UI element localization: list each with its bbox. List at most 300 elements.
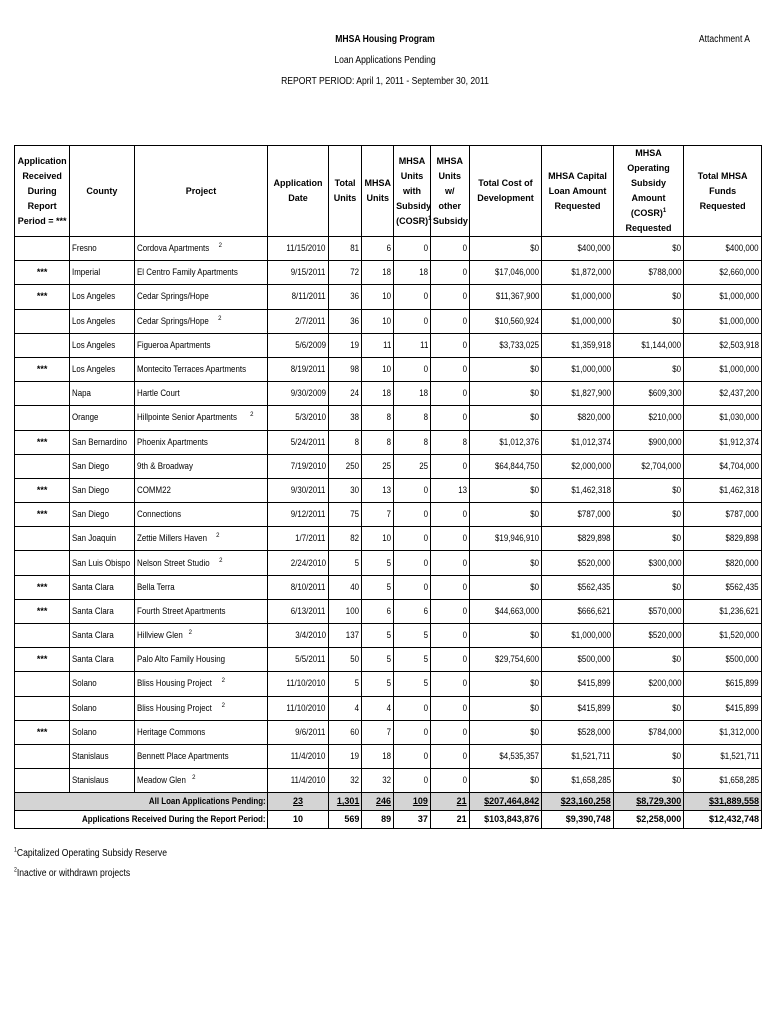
total-cost-cell: $0: [469, 382, 542, 406]
table-row: [15, 527, 762, 551]
county-cell: Orange: [70, 406, 134, 430]
cosr-units-cell: 0: [394, 720, 431, 744]
other-units-cell: 0: [430, 357, 469, 381]
mhsa-units-cell: 25: [362, 454, 394, 478]
received-cell: [15, 309, 70, 333]
total-funds-cell: $2,437,200: [684, 382, 762, 406]
mhsa-units-cell: 32: [362, 769, 394, 793]
totals-pending-row: [15, 793, 762, 811]
table-row: [15, 769, 762, 793]
mhsa-units-cell: 10: [362, 285, 394, 309]
operating-subsidy-cell: $0: [613, 357, 684, 381]
mhsa-units-cell: 10: [362, 309, 394, 333]
cosr-units-cell: 8: [394, 406, 431, 430]
operating-subsidy-cell: $200,000: [613, 672, 684, 696]
county-cell: San Joaquin: [70, 527, 134, 551]
received-cell: ***: [15, 430, 70, 454]
totals-period-op: $2,258,000: [613, 811, 684, 829]
total-cost-cell: $0: [469, 551, 542, 575]
totals-period-loan: $9,390,748: [542, 811, 614, 829]
received-cell: ***: [15, 720, 70, 744]
table-header-row: [15, 146, 762, 237]
total-cost-cell: $0: [469, 575, 542, 599]
date-cell: 5/3/2010: [268, 406, 328, 430]
total-units-cell: 32: [328, 769, 362, 793]
received-cell: [15, 672, 70, 696]
col-date: Application Date: [268, 146, 328, 237]
total-units-cell: 72: [328, 261, 362, 285]
total-funds-cell: $1,658,285: [684, 769, 762, 793]
total-units-cell: 5: [328, 672, 362, 696]
total-units-cell: 36: [328, 285, 362, 309]
mhsa-units-cell: 6: [362, 237, 394, 261]
received-cell: [15, 382, 70, 406]
date-cell: 1/7/2011: [268, 527, 328, 551]
date-cell: 5/6/2009: [268, 333, 328, 357]
table-row: [15, 648, 762, 672]
received-cell: [15, 624, 70, 648]
cosr-units-cell: 11: [394, 333, 431, 357]
total-cost-cell: $10,560,924: [469, 309, 542, 333]
mhsa-units-cell: 4: [362, 696, 394, 720]
other-units-cell: 0: [430, 720, 469, 744]
operating-subsidy-cell: $0: [613, 237, 684, 261]
county-cell: Santa Clara: [70, 599, 134, 623]
table-row: [15, 309, 762, 333]
col-total-cost: Total Cost of Development: [469, 146, 542, 237]
report-subtitle: Loan Applications Pending: [334, 55, 436, 66]
received-cell: [15, 744, 70, 768]
total-units-cell: 30: [328, 478, 362, 502]
mhsa-units-cell: 10: [362, 357, 394, 381]
county-cell: Los Angeles: [70, 333, 134, 357]
col-total-units: Total Units: [328, 146, 362, 237]
report-period: REPORT PERIOD: April 1, 2011 - September 30, 2011: [281, 76, 489, 87]
county-cell: Solano: [70, 720, 134, 744]
received-cell: ***: [15, 478, 70, 502]
totals-pending-cosr: 109: [394, 793, 431, 811]
date-cell: 11/15/2010: [268, 237, 328, 261]
table-row: [15, 575, 762, 599]
total-cost-cell: $11,367,900: [469, 285, 542, 309]
cosr-units-cell: 0: [394, 503, 431, 527]
other-units-cell: 0: [430, 624, 469, 648]
col-units-subsidy: MHSA Units with Subsidy (COSR)$^1$: [394, 146, 431, 237]
capital-loan-cell: $562,435: [542, 575, 614, 599]
col-mhsa-units: MHSA Units: [362, 146, 394, 237]
total-cost-cell: $29,754,600: [469, 648, 542, 672]
table-row: [15, 237, 762, 261]
capital-loan-cell: $820,000: [542, 406, 614, 430]
capital-loan-cell: $1,658,285: [542, 769, 614, 793]
operating-subsidy-cell: $210,000: [613, 406, 684, 430]
total-funds-cell: $820,000: [684, 551, 762, 575]
cosr-units-cell: 0: [394, 551, 431, 575]
date-cell: 8/11/2011: [268, 285, 328, 309]
cosr-units-cell: 0: [394, 527, 431, 551]
date-cell: 9/15/2011: [268, 261, 328, 285]
totals-pending-count: 23: [268, 793, 328, 811]
project-cell: Cedar Springs/Hope $^2$: [134, 309, 268, 333]
other-units-cell: 0: [430, 672, 469, 696]
received-cell: [15, 454, 70, 478]
totals-period-funds: $12,432,748: [684, 811, 762, 829]
table-row: [15, 624, 762, 648]
table-row: [15, 744, 762, 768]
totals-period-cost: $103,843,876: [469, 811, 542, 829]
county-cell: San Diego: [70, 503, 134, 527]
total-cost-cell: $17,046,000: [469, 261, 542, 285]
received-cell: ***: [15, 503, 70, 527]
county-cell: San Bernardino: [70, 430, 134, 454]
received-cell: ***: [15, 357, 70, 381]
total-units-cell: 250: [328, 454, 362, 478]
col-county: County: [70, 146, 134, 237]
capital-loan-cell: $829,898: [542, 527, 614, 551]
mhsa-units-cell: 8: [362, 406, 394, 430]
total-funds-cell: $1,000,000: [684, 285, 762, 309]
table-row: [15, 696, 762, 720]
footnote-marker: 2: [192, 775, 196, 782]
date-cell: 7/19/2010: [268, 454, 328, 478]
attachment-label: Attachment A: [698, 34, 750, 45]
capital-loan-cell: $1,000,000: [542, 624, 614, 648]
cosr-units-cell: 0: [394, 769, 431, 793]
project-cell: Hartle Court: [134, 382, 268, 406]
project-cell: Cedar Springs/Hope: [134, 285, 268, 309]
total-units-cell: 4: [328, 696, 362, 720]
cosr-units-cell: 0: [394, 575, 431, 599]
operating-subsidy-cell: $0: [613, 309, 684, 333]
county-cell: Los Angeles: [70, 309, 134, 333]
total-funds-cell: $829,898: [684, 527, 762, 551]
total-funds-cell: $415,899: [684, 696, 762, 720]
received-cell: ***: [15, 599, 70, 623]
project-cell: Hillview Glen $^2$: [134, 624, 268, 648]
mhsa-units-cell: 5: [362, 672, 394, 696]
project-cell: Fourth Street Apartments: [134, 599, 268, 623]
total-funds-cell: $1,462,318: [684, 478, 762, 502]
date-cell: 11/10/2010: [268, 672, 328, 696]
cosr-units-cell: 5: [394, 672, 431, 696]
total-funds-cell: $400,000: [684, 237, 762, 261]
other-units-cell: 0: [430, 744, 469, 768]
total-funds-cell: $4,704,000: [684, 454, 762, 478]
operating-subsidy-cell: $0: [613, 696, 684, 720]
total-units-cell: 100: [328, 599, 362, 623]
total-funds-cell: $1,000,000: [684, 309, 762, 333]
received-cell: ***: [15, 261, 70, 285]
capital-loan-cell: $1,000,000: [542, 357, 614, 381]
operating-subsidy-cell: $0: [613, 575, 684, 599]
operating-subsidy-cell: $300,000: [613, 551, 684, 575]
table-row: [15, 672, 762, 696]
capital-loan-cell: $1,359,918: [542, 333, 614, 357]
operating-subsidy-cell: $784,000: [613, 720, 684, 744]
operating-subsidy-cell: $0: [613, 503, 684, 527]
mhsa-units-cell: 10: [362, 527, 394, 551]
total-units-cell: 75: [328, 503, 362, 527]
county-cell: Santa Clara: [70, 575, 134, 599]
total-funds-cell: $1,912,374: [684, 430, 762, 454]
totals-pending-funds: $31,889,558: [684, 793, 762, 811]
project-cell: Bennett Place Apartments: [134, 744, 268, 768]
total-cost-cell: $0: [469, 503, 542, 527]
county-cell: Napa: [70, 382, 134, 406]
cosr-units-cell: 0: [394, 357, 431, 381]
col-project: Project: [134, 146, 268, 237]
mhsa-units-cell: 18: [362, 261, 394, 285]
capital-loan-cell: $1,462,318: [542, 478, 614, 502]
project-cell: Figueroa Apartments: [134, 333, 268, 357]
table-row: [15, 454, 762, 478]
total-units-cell: 38: [328, 406, 362, 430]
total-cost-cell: $0: [469, 769, 542, 793]
table-row: [15, 261, 762, 285]
mhsa-units-cell: 5: [362, 575, 394, 599]
county-cell: San Diego: [70, 454, 134, 478]
project-cell: Nelson Street Studio $^2$: [134, 551, 268, 575]
total-units-cell: 40: [328, 575, 362, 599]
operating-subsidy-cell: $0: [613, 744, 684, 768]
date-cell: 2/7/2011: [268, 309, 328, 333]
received-cell: [15, 333, 70, 357]
footnote-marker: 2: [219, 557, 223, 564]
capital-loan-cell: $1,521,711: [542, 744, 614, 768]
cosr-units-cell: 0: [394, 696, 431, 720]
footnote-marker: 2: [218, 315, 222, 322]
totals-pending-total: 1,301: [328, 793, 362, 811]
date-cell: 9/6/2011: [268, 720, 328, 744]
total-cost-cell: $3,733,025: [469, 333, 542, 357]
total-funds-cell: $500,000: [684, 648, 762, 672]
project-cell: Hillpointe Senior Apartments $^2$: [134, 406, 268, 430]
date-cell: 5/5/2011: [268, 648, 328, 672]
project-cell: Meadow Glen $^2$: [134, 769, 268, 793]
date-cell: 5/24/2011: [268, 430, 328, 454]
capital-loan-cell: $1,872,000: [542, 261, 614, 285]
capital-loan-cell: $1,000,000: [542, 285, 614, 309]
received-cell: ***: [15, 575, 70, 599]
county-cell: Los Angeles: [70, 357, 134, 381]
total-cost-cell: $19,946,910: [469, 527, 542, 551]
other-units-cell: 13: [430, 478, 469, 502]
date-cell: 11/4/2010: [268, 769, 328, 793]
operating-subsidy-cell: $0: [613, 527, 684, 551]
received-cell: [15, 551, 70, 575]
operating-subsidy-cell: $0: [613, 478, 684, 502]
operating-subsidy-cell: $520,000: [613, 624, 684, 648]
col-total-funds: Total MHSA Funds Requested: [684, 146, 762, 237]
total-funds-cell: $2,503,918: [684, 333, 762, 357]
operating-subsidy-cell: $900,000: [613, 430, 684, 454]
mhsa-units-cell: 7: [362, 720, 394, 744]
other-units-cell: 0: [430, 551, 469, 575]
mhsa-units-cell: 18: [362, 382, 394, 406]
other-units-cell: 0: [430, 237, 469, 261]
project-cell: Bliss Housing Project $^2$: [134, 696, 268, 720]
capital-loan-cell: $2,000,000: [542, 454, 614, 478]
date-cell: 6/13/2011: [268, 599, 328, 623]
total-funds-cell: $1,312,000: [684, 720, 762, 744]
total-units-cell: 5: [328, 551, 362, 575]
date-cell: 2/24/2010: [268, 551, 328, 575]
total-cost-cell: $0: [469, 406, 542, 430]
other-units-cell: 0: [430, 454, 469, 478]
county-cell: Solano: [70, 672, 134, 696]
col-received: Application Received During Report Period = ***: [15, 146, 70, 237]
project-cell: Phoenix Apartments: [134, 430, 268, 454]
report-title: MHSA Housing Program: [335, 34, 435, 45]
county-cell: Los Angeles: [70, 285, 134, 309]
total-cost-cell: $0: [469, 696, 542, 720]
mhsa-units-cell: 5: [362, 624, 394, 648]
footnote-marker: 2: [188, 630, 192, 637]
footnote-marker: 2: [216, 533, 220, 540]
project-cell: Connections: [134, 503, 268, 527]
other-units-cell: 0: [430, 285, 469, 309]
cosr-units-cell: 18: [394, 261, 431, 285]
total-cost-cell: $1,012,376: [469, 430, 542, 454]
total-units-cell: 98: [328, 357, 362, 381]
totals-pending-loan: $23,160,258: [542, 793, 614, 811]
capital-loan-cell: $400,000: [542, 237, 614, 261]
capital-loan-cell: $1,012,374: [542, 430, 614, 454]
date-cell: 9/12/2011: [268, 503, 328, 527]
mhsa-units-cell: 13: [362, 478, 394, 502]
project-cell: El Centro Family Apartments: [134, 261, 268, 285]
cosr-units-cell: 5: [394, 648, 431, 672]
date-cell: 8/10/2011: [268, 575, 328, 599]
other-units-cell: 0: [430, 599, 469, 623]
other-units-cell: 0: [430, 769, 469, 793]
mhsa-units-cell: 11: [362, 333, 394, 357]
total-units-cell: 81: [328, 237, 362, 261]
table-row: [15, 430, 762, 454]
totals-period-total: 569: [328, 811, 362, 829]
capital-loan-cell: $666,621: [542, 599, 614, 623]
footnote-marker: 2: [221, 678, 225, 685]
project-cell: Cordova Apartments $^2$: [134, 237, 268, 261]
capital-loan-cell: $528,000: [542, 720, 614, 744]
totals-period-mhsa: 89: [362, 811, 394, 829]
other-units-cell: 0: [430, 333, 469, 357]
footnote-2: $^2$Inactive or withdrawn projects: [14, 867, 131, 879]
totals-period-label: Applications Received During the Report Period:: [15, 811, 268, 829]
capital-loan-cell: $415,899: [542, 672, 614, 696]
total-units-cell: 24: [328, 382, 362, 406]
cosr-units-cell: 0: [394, 478, 431, 502]
county-cell: Imperial: [70, 261, 134, 285]
county-cell: San Diego: [70, 478, 134, 502]
received-cell: [15, 527, 70, 551]
table-body: [15, 237, 762, 793]
total-funds-cell: $1,521,711: [684, 744, 762, 768]
col-units-other: MHSA Units w/ other Subsidy: [430, 146, 469, 237]
totals-period-row: [15, 811, 762, 829]
received-cell: [15, 237, 70, 261]
mhsa-units-cell: 8: [362, 430, 394, 454]
total-funds-cell: $562,435: [684, 575, 762, 599]
table-row: [15, 285, 762, 309]
other-units-cell: 0: [430, 696, 469, 720]
total-units-cell: 8: [328, 430, 362, 454]
operating-subsidy-cell: $0: [613, 285, 684, 309]
table-row: [15, 333, 762, 357]
table-row: [15, 599, 762, 623]
total-funds-cell: $1,236,621: [684, 599, 762, 623]
cosr-units-cell: 0: [394, 285, 431, 309]
capital-loan-cell: $787,000: [542, 503, 614, 527]
capital-loan-cell: $415,899: [542, 696, 614, 720]
totals-period-other: 21: [430, 811, 469, 829]
total-units-cell: 36: [328, 309, 362, 333]
county-cell: Santa Clara: [70, 648, 134, 672]
operating-subsidy-cell: $0: [613, 769, 684, 793]
mhsa-units-cell: 5: [362, 648, 394, 672]
date-cell: 11/4/2010: [268, 744, 328, 768]
footnote-1: $^1$Capitalized Operating Subsidy Reserve: [14, 847, 167, 859]
total-funds-cell: $1,030,000: [684, 406, 762, 430]
project-cell: Bella Terra: [134, 575, 268, 599]
operating-subsidy-cell: $609,300: [613, 382, 684, 406]
total-cost-cell: $0: [469, 720, 542, 744]
county-cell: Fresno: [70, 237, 134, 261]
other-units-cell: 0: [430, 575, 469, 599]
total-funds-cell: $615,899: [684, 672, 762, 696]
total-funds-cell: $2,660,000: [684, 261, 762, 285]
county-cell: Stanislaus: [70, 744, 134, 768]
total-cost-cell: $0: [469, 357, 542, 381]
capital-loan-cell: $1,827,900: [542, 382, 614, 406]
loan-applications-table: [14, 145, 762, 829]
table-row: [15, 720, 762, 744]
cosr-units-cell: 6: [394, 599, 431, 623]
other-units-cell: 0: [430, 309, 469, 333]
county-cell: Stanislaus: [70, 769, 134, 793]
total-cost-cell: $4,535,357: [469, 744, 542, 768]
total-cost-cell: $44,663,000: [469, 599, 542, 623]
date-cell: 3/4/2010: [268, 624, 328, 648]
total-cost-cell: $0: [469, 237, 542, 261]
cosr-units-cell: 5: [394, 624, 431, 648]
other-units-cell: 0: [430, 527, 469, 551]
table-row: [15, 406, 762, 430]
mhsa-units-cell: 18: [362, 744, 394, 768]
total-cost-cell: $64,844,750: [469, 454, 542, 478]
other-units-cell: 8: [430, 430, 469, 454]
footnote-marker: 2: [221, 702, 225, 709]
table-row: [15, 357, 762, 381]
cosr-units-cell: 25: [394, 454, 431, 478]
total-cost-cell: $0: [469, 478, 542, 502]
totals-period-cosr: 37: [394, 811, 431, 829]
county-cell: San Luis Obispo: [70, 551, 134, 575]
total-units-cell: 19: [328, 333, 362, 357]
date-cell: 11/10/2010: [268, 696, 328, 720]
totals-pending-other: 21: [430, 793, 469, 811]
operating-subsidy-cell: $2,704,000: [613, 454, 684, 478]
table-row: [15, 503, 762, 527]
cosr-units-cell: 0: [394, 237, 431, 261]
col-operating-subsidy: MHSA Operating Subsidy Amount (COSR)$^1$ Requested: [613, 146, 684, 237]
totals-pending-mhsa: 246: [362, 793, 394, 811]
col-capital-loan: MHSA Capital Loan Amount Requested: [542, 146, 614, 237]
other-units-cell: 0: [430, 503, 469, 527]
totals-pending-op: $8,729,300: [613, 793, 684, 811]
operating-subsidy-cell: $1,144,000: [613, 333, 684, 357]
received-cell: [15, 406, 70, 430]
